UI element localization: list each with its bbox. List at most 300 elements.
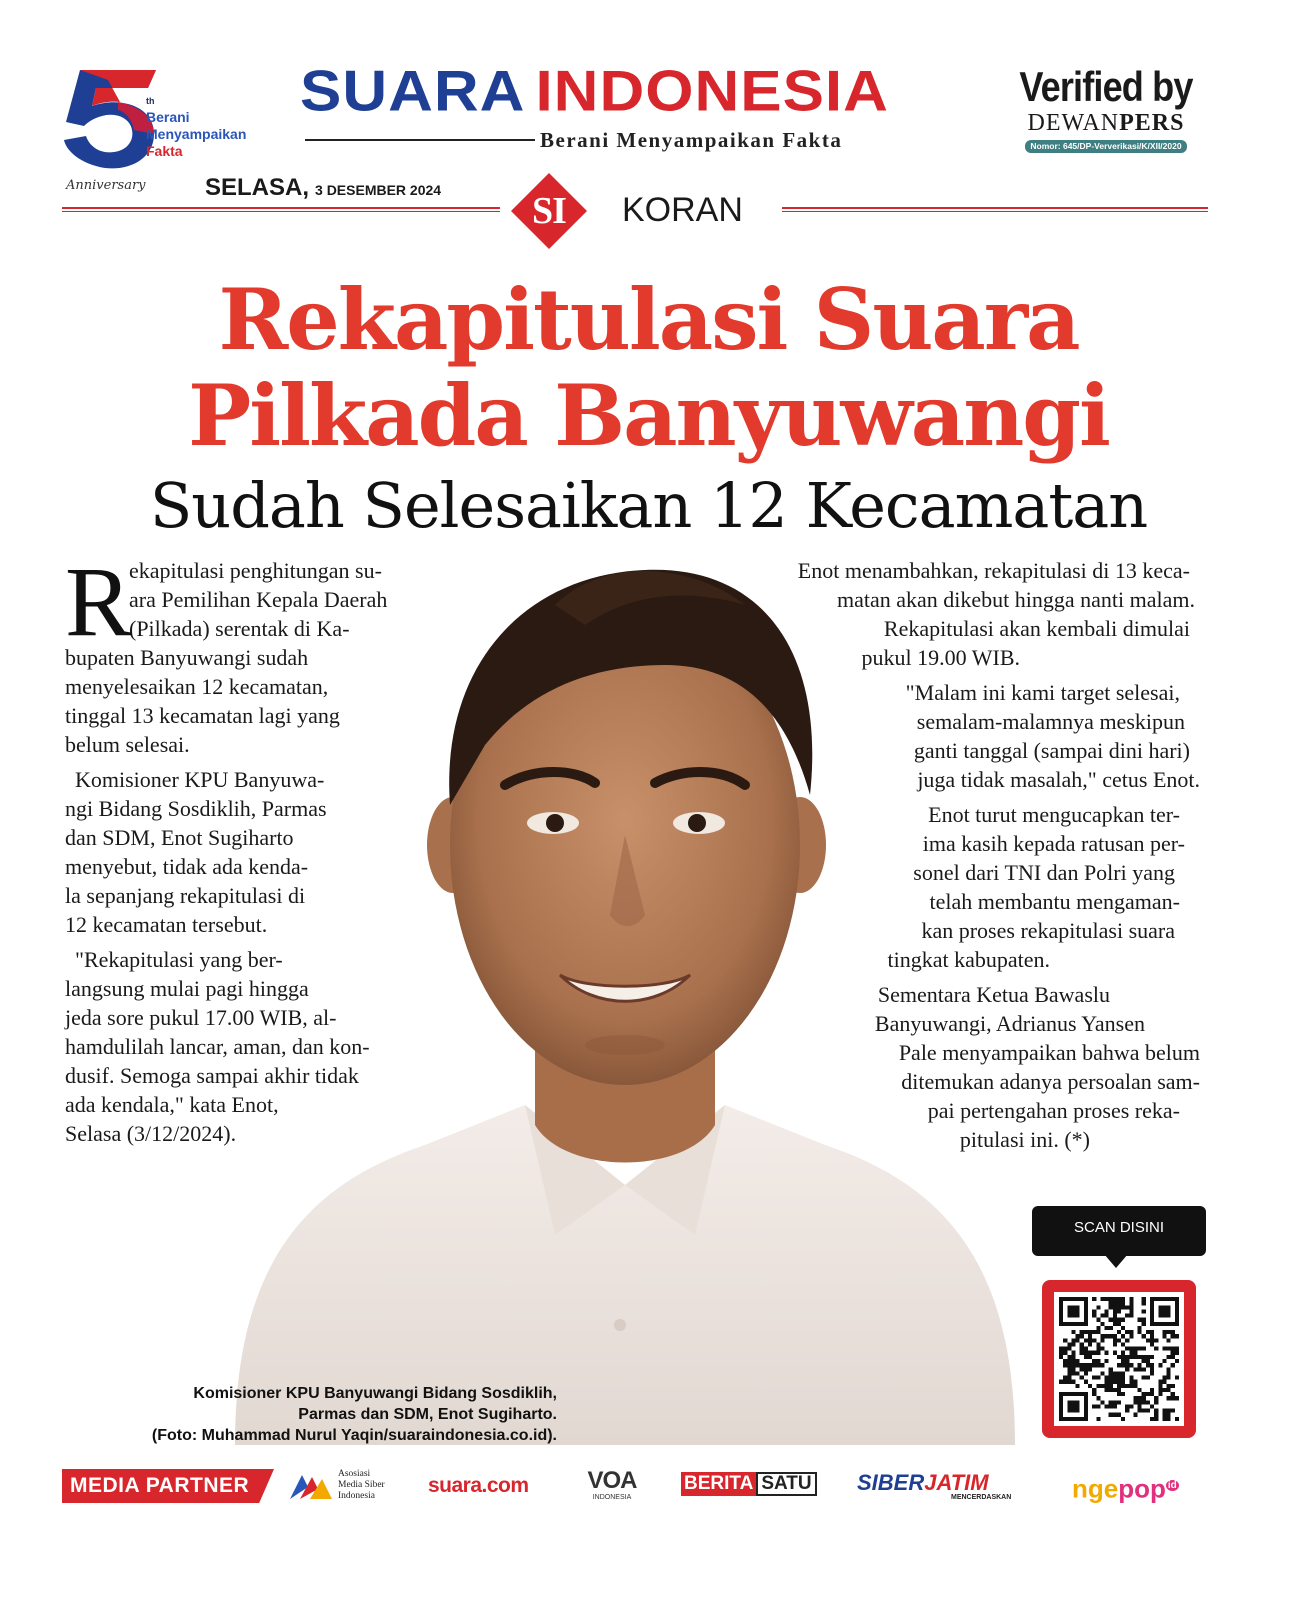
qr-module: [1063, 1380, 1067, 1384]
qr-module: [1162, 1413, 1166, 1417]
qr-module: [1100, 1384, 1104, 1388]
qr-module: [1096, 1376, 1100, 1380]
qr-module: [1117, 1297, 1121, 1301]
qr-module: [1121, 1417, 1125, 1421]
qr-module: [1142, 1297, 1146, 1301]
text-line: bupaten Banyuwangi sudah: [65, 645, 309, 670]
text-line: matan akan dikebut hingga nanti malam.: [836, 587, 1195, 612]
caption-line: Parmas dan SDM, Enot Sugiharto.: [298, 1406, 557, 1423]
anniversary-script: Anniversary: [66, 178, 146, 193]
amsi-line: Asosiasi: [338, 1469, 371, 1479]
qr-module: [1109, 1380, 1113, 1384]
qr-module: [1100, 1347, 1104, 1351]
qr-module: [1071, 1342, 1075, 1346]
qr-module: [1129, 1301, 1133, 1305]
qr-module: [1121, 1297, 1125, 1301]
amsi-text: [338, 1469, 385, 1502]
qr-module: [1109, 1404, 1113, 1408]
qr-module: [1071, 1359, 1075, 1363]
qr-module: [1092, 1404, 1096, 1408]
qr-module: [1167, 1413, 1171, 1417]
header-rule-right: [782, 207, 1208, 212]
drop-cap: R: [65, 546, 132, 657]
qr-module: [1162, 1380, 1166, 1384]
qr-module: [1167, 1355, 1171, 1359]
qr-module: [1171, 1355, 1175, 1359]
qr-module: [1162, 1376, 1166, 1380]
qr-module: [1138, 1400, 1142, 1404]
qr-module: [1142, 1347, 1146, 1351]
date-day: SELASA,: [205, 174, 310, 201]
qr-module: [1167, 1409, 1171, 1413]
qr-module: [1096, 1359, 1100, 1363]
qr-module: [1171, 1409, 1175, 1413]
siber-text: SIBER: [857, 1470, 925, 1495]
qr-module: [1071, 1367, 1075, 1371]
qr-module: [1117, 1371, 1121, 1375]
headline-line-1: Rekapitulasi Suara: [218, 270, 1079, 369]
qr-module: [1080, 1342, 1084, 1346]
partner-ngepop-logo[interactable]: [1072, 1469, 1179, 1503]
partner-voa-logo[interactable]: [582, 1469, 642, 1503]
qr-module: [1113, 1388, 1117, 1392]
qr-module: [1167, 1376, 1171, 1380]
qr-module: [1142, 1355, 1146, 1359]
qr-module: [1167, 1367, 1171, 1371]
qr-module: [1096, 1347, 1100, 1351]
qr-module: [1071, 1330, 1075, 1334]
qr-module: [1129, 1384, 1133, 1388]
qr-module: [1076, 1384, 1080, 1388]
qr-module: [1096, 1305, 1100, 1309]
qr-module: [1162, 1334, 1166, 1338]
qr-module: [1117, 1384, 1121, 1388]
text-line: "Rekapitulasi yang ber-: [75, 947, 283, 972]
qr-module: [1146, 1359, 1150, 1363]
qr-module: [1088, 1384, 1092, 1388]
qr-module: [1142, 1322, 1146, 1326]
qr-module: [1113, 1351, 1117, 1355]
qr-module: [1080, 1351, 1084, 1355]
text-line: ditemukan adanya persoalan sam-: [901, 1069, 1200, 1094]
text-line: semalam-malamnya meskipun: [916, 709, 1185, 734]
qr-module: [1109, 1318, 1113, 1322]
qr-module: [1125, 1347, 1129, 1351]
qr-module: [1154, 1347, 1158, 1351]
qr-module: [1142, 1392, 1146, 1396]
qr-module: [1067, 1347, 1071, 1351]
qr-module: [1067, 1359, 1071, 1363]
qr-module: [1158, 1305, 1170, 1317]
qr-module: [1113, 1305, 1117, 1309]
qr-module: [1071, 1371, 1075, 1375]
qr-module: [1117, 1355, 1121, 1359]
qr-module: [1125, 1363, 1129, 1367]
qr-module: [1125, 1314, 1129, 1318]
text-line: Selasa (3/12/2024).: [65, 1121, 237, 1146]
qr-module: [1167, 1330, 1171, 1334]
qr-module: [1133, 1396, 1137, 1400]
qr-module: [1084, 1338, 1088, 1342]
qr-module: [1121, 1392, 1125, 1396]
qr-module: [1100, 1400, 1104, 1404]
qr-module: [1117, 1330, 1121, 1334]
qr-module: [1063, 1376, 1067, 1380]
qr-module: [1109, 1413, 1113, 1417]
qr-module: [1129, 1309, 1133, 1313]
text-line: Banyuwangi, Adrianus Yansen: [874, 1011, 1145, 1036]
qr-module: [1121, 1351, 1125, 1355]
qr-module: [1067, 1380, 1071, 1384]
qr-module: [1150, 1417, 1154, 1421]
text-line: "Malam ini kami target selesai,: [905, 680, 1180, 705]
text-line: tingkat kabupaten.: [887, 947, 1050, 972]
qr-module: [1129, 1380, 1133, 1384]
verified-badge: [1000, 64, 1212, 156]
qr-module: [1113, 1400, 1117, 1404]
text-line: Komisioner KPU Banyuwa-: [75, 767, 325, 792]
scan-pointer: [1104, 1254, 1128, 1268]
qr-module: [1067, 1371, 1071, 1375]
qr-module: [1121, 1376, 1125, 1380]
paragraph: [660, 556, 1220, 672]
partner-amsi-logo[interactable]: [288, 1469, 385, 1503]
qr-module: [1125, 1367, 1129, 1371]
article-column-right: [660, 556, 1220, 1160]
qr-module: [1142, 1376, 1146, 1380]
qr-module: [1096, 1318, 1100, 1322]
qr-code-container: [1054, 1292, 1184, 1426]
qr-module: [1121, 1305, 1125, 1309]
qr-module: [1150, 1404, 1154, 1408]
anniversary-suffix: th: [146, 96, 155, 106]
qr-module: [1171, 1351, 1175, 1355]
qr-module: [1113, 1413, 1117, 1417]
qr-module: [1117, 1388, 1121, 1392]
qr-module: [1129, 1347, 1133, 1351]
qr-module: [1150, 1334, 1154, 1338]
qr-module: [1105, 1297, 1109, 1301]
qr-module: [1071, 1338, 1075, 1342]
text-line: ganti tanggal (sampai dini hari): [913, 738, 1190, 763]
qr-module: [1158, 1392, 1162, 1396]
qr-module: [1113, 1314, 1117, 1318]
qr-module: [1142, 1409, 1146, 1413]
anniversary-tagline: [146, 109, 246, 160]
qr-module: [1067, 1376, 1071, 1380]
qr-module: [1109, 1384, 1113, 1388]
qr-frame[interactable]: [1042, 1280, 1196, 1438]
article-column-left: [65, 546, 485, 1154]
qr-module: [1154, 1417, 1158, 1421]
dewan-pers-label: [1000, 110, 1212, 136]
qr-module: [1142, 1301, 1146, 1305]
text-line: pai pertengahan proses reka-: [927, 1098, 1180, 1123]
ngepop-part-a: nge: [1072, 1473, 1119, 1504]
qr-module: [1088, 1342, 1092, 1346]
qr-module: [1138, 1318, 1142, 1322]
date-full: 3 DESEMBER 2024: [315, 182, 442, 198]
qr-module: [1096, 1342, 1100, 1346]
section-name: KORAN: [622, 191, 743, 229]
qr-module: [1125, 1404, 1129, 1408]
qr-module: [1109, 1305, 1113, 1309]
qr-module: [1063, 1351, 1067, 1355]
qr-module: [1121, 1318, 1125, 1322]
text-line: ada kendala," kata Enot,: [65, 1092, 279, 1117]
qr-module: [1105, 1388, 1109, 1392]
qr-module: [1096, 1384, 1100, 1388]
text-line: Enot turut mengucapkan ter-: [928, 802, 1180, 827]
qr-module: [1129, 1305, 1133, 1309]
scan-label: SCAN DISINI: [1073, 1219, 1164, 1236]
qr-module: [1146, 1330, 1150, 1334]
qr-module: [1059, 1380, 1063, 1384]
qr-module: [1154, 1400, 1158, 1404]
anniversary-tagline-line: Menyampaikan: [146, 126, 247, 142]
text-line: dan SDM, Enot Sugiharto: [65, 825, 294, 850]
qr-module: [1125, 1330, 1129, 1334]
qr-module: [1067, 1367, 1071, 1371]
qr-module: [1105, 1334, 1109, 1338]
qr-module: [1121, 1342, 1125, 1346]
qr-module: [1096, 1351, 1100, 1355]
qr-module: [1113, 1322, 1117, 1326]
partner-suara-logo[interactable]: suara.com: [428, 1474, 529, 1497]
headline-subtitle: Sudah Selesaikan 12 Kecamatan: [149, 469, 1148, 542]
masthead-title-suara: SUARA: [300, 60, 526, 124]
qr-module: [1067, 1400, 1079, 1412]
qr-module: [1150, 1367, 1154, 1371]
qr-module: [1100, 1297, 1104, 1301]
anniversary-tagline-line: Berani: [146, 109, 190, 125]
qr-module: [1167, 1338, 1171, 1342]
si-logo-text: SI: [532, 190, 566, 232]
qr-module: [1088, 1338, 1092, 1342]
text-line: Enot menambahkan, rekapitulasi di 13 keca-: [797, 558, 1190, 583]
qr-module: [1129, 1363, 1133, 1367]
qr-module: [1133, 1347, 1137, 1351]
qr-module: [1117, 1301, 1121, 1305]
qr-module: [1125, 1305, 1129, 1309]
qr-module: [1138, 1355, 1142, 1359]
qr-module: [1158, 1363, 1162, 1367]
qr-module: [1109, 1334, 1113, 1338]
qr-module: [1162, 1388, 1166, 1392]
beritasatu-part-a: BERITA: [681, 1472, 756, 1496]
text-line: juga tidak masalah," cetus Enot.: [917, 767, 1200, 792]
qr-module: [1171, 1396, 1175, 1400]
anniversary-tagline-line: Fakta: [146, 143, 183, 159]
qr-module: [1125, 1359, 1129, 1363]
qr-module: [1088, 1330, 1092, 1334]
qr-module: [1150, 1338, 1154, 1342]
qr-module: [1109, 1371, 1113, 1375]
ngepop-part-b: pop: [1118, 1473, 1166, 1504]
qr-module: [1067, 1342, 1071, 1346]
qr-module: [1146, 1392, 1150, 1396]
qr-module: [1138, 1409, 1142, 1413]
qr-module: [1158, 1384, 1162, 1388]
qr-module: [1150, 1342, 1154, 1346]
qr-module: [1113, 1376, 1117, 1380]
qr-module: [1105, 1384, 1109, 1388]
qr-module: [1133, 1400, 1137, 1404]
qr-module: [1125, 1338, 1129, 1342]
qr-module: [1133, 1380, 1137, 1384]
qr-module: [1076, 1359, 1080, 1363]
qr-module: [1096, 1396, 1100, 1400]
amsi-line: Media Siber: [338, 1480, 385, 1490]
qr-module: [1063, 1359, 1067, 1363]
masthead-title: [300, 60, 889, 124]
text-line: belum selesai.: [65, 732, 190, 757]
qr-module: [1162, 1417, 1166, 1421]
text-line: (Pilkada) serentak di Ka-: [129, 616, 350, 641]
qr-module: [1080, 1376, 1084, 1380]
qr-module: [1100, 1322, 1104, 1326]
qr-module: [1129, 1297, 1133, 1301]
text-line: menyelesaikan 12 kecamatan,: [65, 674, 329, 699]
verified-title: Verified by: [1019, 63, 1193, 110]
partner-siberjatim-logo[interactable]: [857, 1469, 1012, 1503]
qr-module: [1154, 1396, 1158, 1400]
qr-module: [1109, 1367, 1113, 1371]
qr-module: [1080, 1347, 1084, 1351]
qr-module: [1067, 1355, 1071, 1359]
qr-module: [1167, 1347, 1171, 1351]
qr-module: [1175, 1351, 1179, 1355]
photo-credit: (Foto: Muhammad Nurul Yaqin/suaraindonesia.co.id).: [151, 1427, 557, 1444]
masthead: [300, 60, 990, 160]
header-rule-left: [62, 207, 500, 212]
qr-module: [1138, 1367, 1142, 1371]
qr-module: [1133, 1413, 1137, 1417]
qr-module: [1129, 1314, 1133, 1318]
qr-module: [1059, 1355, 1063, 1359]
qr-module: [1150, 1392, 1154, 1396]
qr-module: [1105, 1314, 1109, 1318]
qr-module: [1113, 1404, 1117, 1408]
masthead-title-indonesia: INDONESIA: [535, 60, 889, 124]
paragraph: [660, 678, 1220, 794]
qr-module: [1109, 1326, 1113, 1330]
headline-line-2: Pilkada Banyuwangi: [188, 366, 1109, 465]
qr-module: [1084, 1347, 1088, 1351]
qr-module: [1175, 1334, 1179, 1338]
qr-module: [1142, 1396, 1146, 1400]
qr-module: [1088, 1363, 1092, 1367]
text-line: jeda sore pukul 17.00 WIB, al-: [65, 1005, 337, 1030]
qr-module: [1117, 1413, 1121, 1417]
qr-module: [1158, 1380, 1162, 1384]
voa-subtext: INDONESIA: [592, 1494, 632, 1501]
qr-module: [1092, 1314, 1096, 1318]
qr-module: [1138, 1388, 1142, 1392]
qr-module: [1059, 1347, 1063, 1351]
qr-module: [1113, 1371, 1117, 1375]
text-line: pitulasi ini. (*): [959, 1127, 1090, 1152]
qr-module: [1092, 1392, 1096, 1396]
qr-module: [1067, 1305, 1079, 1317]
qr-module: [1063, 1347, 1067, 1351]
qr-module: [1076, 1363, 1080, 1367]
voa-text: VOA: [587, 1467, 637, 1494]
qr-module: [1133, 1384, 1137, 1388]
qr-module: [1088, 1367, 1092, 1371]
qr-module: [1129, 1330, 1133, 1334]
jatim-text: JATIM: [924, 1470, 989, 1495]
text-line: 12 kecamatan tersebut.: [65, 912, 268, 937]
qr-module: [1129, 1376, 1133, 1380]
qr-module: [1100, 1338, 1104, 1342]
text-line: ekapitulasi penghitungan su-: [129, 558, 382, 583]
qr-module: [1080, 1334, 1084, 1338]
qr-module: [1138, 1330, 1142, 1334]
amsi-line: Indonesia: [338, 1491, 375, 1501]
qr-module: [1121, 1371, 1125, 1375]
qr-module: [1109, 1301, 1113, 1305]
qr-module: [1117, 1376, 1121, 1380]
qr-module: [1096, 1417, 1100, 1421]
qr-module: [1125, 1355, 1129, 1359]
qr-module: [1105, 1326, 1109, 1330]
text-line: sonel dari TNI dan Polri yang: [913, 860, 1175, 885]
qr-module: [1067, 1363, 1071, 1367]
qr-module: [1121, 1359, 1125, 1363]
qr-module: [1171, 1363, 1175, 1367]
partner-beritasatu-logo[interactable]: [681, 1472, 817, 1496]
qr-module: [1117, 1338, 1121, 1342]
qr-module: [1146, 1363, 1150, 1367]
scan-label-box: [1032, 1206, 1206, 1256]
qr-module: [1129, 1404, 1133, 1408]
paragraph: [65, 945, 485, 1148]
qr-module: [1142, 1400, 1146, 1404]
qr-module: [1171, 1384, 1175, 1388]
qr-module: [1105, 1376, 1109, 1380]
qr-module: [1117, 1380, 1121, 1384]
qr-module: [1162, 1359, 1166, 1363]
qr-module: [1129, 1351, 1133, 1355]
qr-module: [1071, 1355, 1075, 1359]
qr-module: [1175, 1347, 1179, 1351]
qr-module: [1121, 1301, 1125, 1305]
text-line: hamdulilah lancar, aman, dan kon-: [65, 1034, 370, 1059]
masthead-tagline: Berani Menyampaikan Fakta: [540, 128, 843, 152]
qr-module: [1146, 1338, 1150, 1342]
qr-module: [1063, 1338, 1067, 1342]
media-partner-label: MEDIA PARTNER: [70, 1474, 250, 1497]
qr-module: [1113, 1301, 1117, 1305]
qr-module: [1171, 1347, 1175, 1351]
qr-module: [1150, 1355, 1154, 1359]
qr-module: [1084, 1355, 1088, 1359]
qr-module: [1142, 1318, 1146, 1322]
qr-module: [1076, 1334, 1080, 1338]
qr-module: [1121, 1326, 1125, 1330]
qr-module: [1138, 1326, 1142, 1330]
text-line: ima kasih kepada ratusan per-: [922, 831, 1185, 856]
qr-module: [1109, 1388, 1113, 1392]
qr-module: [1121, 1334, 1125, 1338]
qr-module: [1129, 1334, 1133, 1338]
qr-module: [1084, 1363, 1088, 1367]
qr-module: [1092, 1338, 1096, 1342]
qr-module: [1125, 1409, 1129, 1413]
qr-module: [1117, 1305, 1121, 1309]
qr-module: [1109, 1297, 1113, 1301]
